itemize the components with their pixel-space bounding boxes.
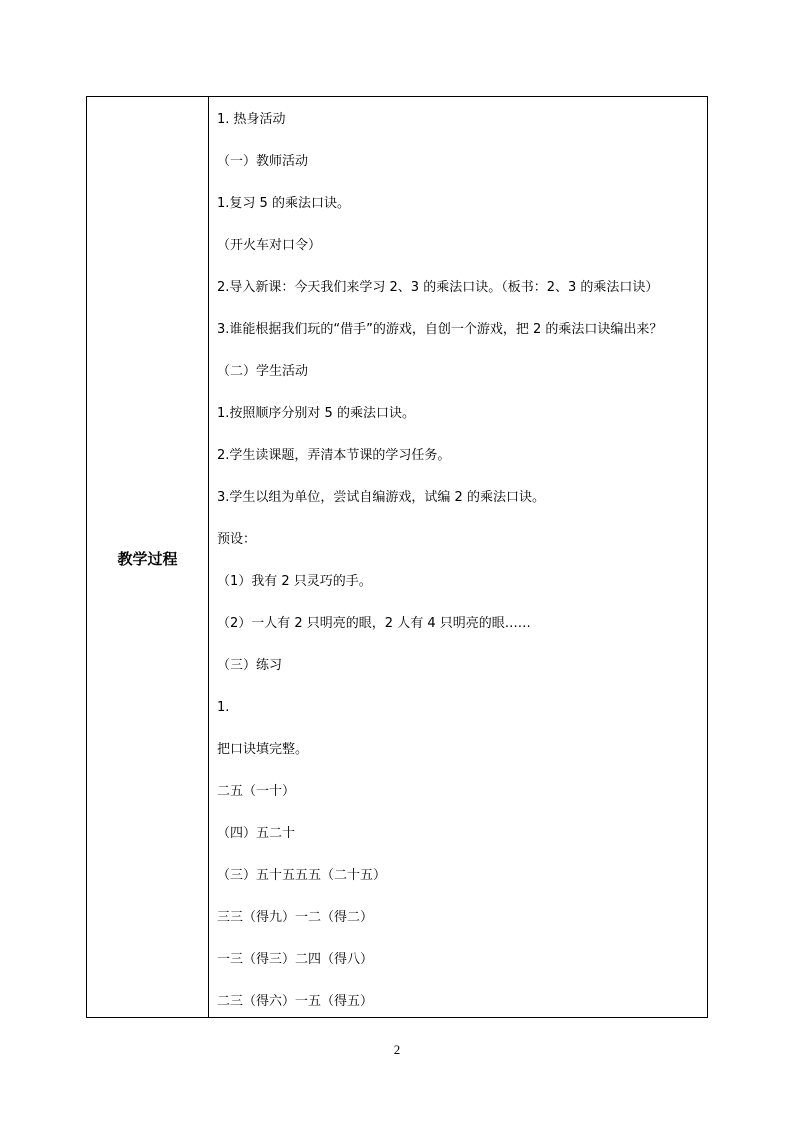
content-line: （三）练习 [217,658,283,673]
content-line: 1.按照顺序分别对 5 的乘法口诀。 [217,406,415,421]
content-line: （三）五十五五五（二十五） [217,868,387,883]
content-line: 2.导入新课：今天我们来学习 2、3 的乘法口诀。（板书：2、3 的乘法口诀） [217,280,659,295]
content-line: （二）学生活动 [217,364,309,379]
content-line: 预设： [217,532,257,547]
content-line: 1. [217,700,230,715]
content-line: （1）我有 2 只灵巧的手。 [217,574,372,589]
content-line: 三三（得九）一二（得二） [217,910,374,925]
content-line: 1.复习 5 的乘法口诀。 [217,196,350,211]
content-line: 3.谁能根据我们玩的“借手”的游戏，自创一个游戏，把 2 的乘法口诀编出来？ [217,322,663,337]
content-line: 1. 热身活动 [217,112,286,127]
content-line: （开火车对口令） [217,238,322,253]
content-line: 2.学生读课题，弄清本节课的学习任务。 [217,448,451,463]
content-line: 二三（得六）一五（得五） [217,994,374,1009]
lesson-table [86,96,708,1018]
content-line: 3.学生以组为单位，尝试自编游戏，试编 2 的乘法口诀。 [217,490,545,505]
content-line: 把口诀填完整。 [217,742,309,757]
teaching-process-content [217,111,701,1035]
section-label: 教学过程 [117,550,178,568]
content-line: 一三（得三）二四（得八） [217,952,374,967]
content-line: 二五（一十） [217,784,296,799]
content-line: （2）一人有 2 只明亮的眼，2 人有 4 只明亮的眼…… [217,616,531,631]
content-line: （一）教师活动 [217,154,309,169]
content-line: （四）五二十 [217,826,296,841]
page-number: 2 [393,1042,401,1057]
column-divider [208,97,209,1017]
